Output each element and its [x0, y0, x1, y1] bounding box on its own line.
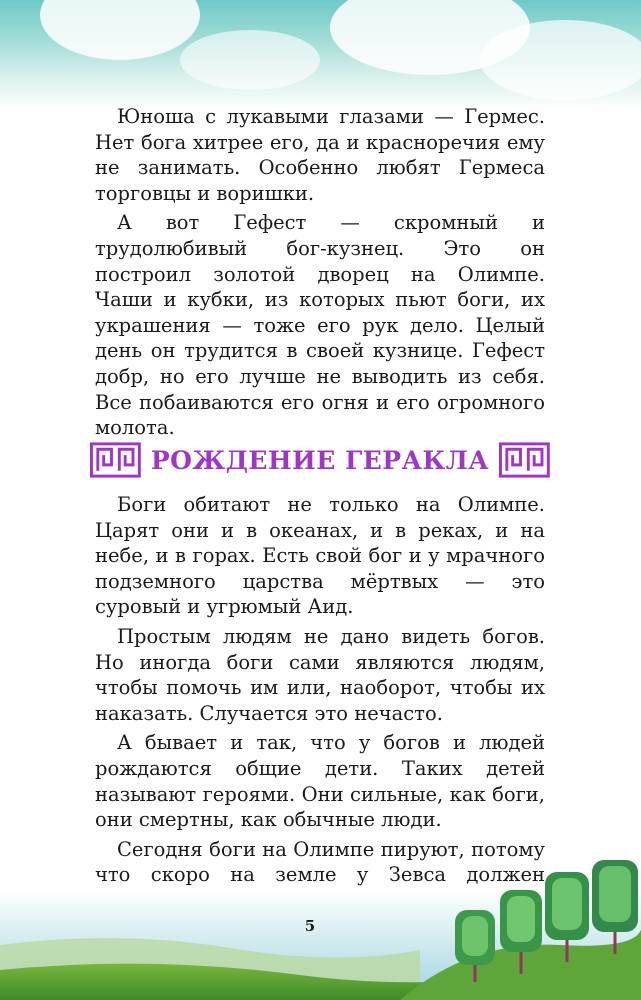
- paragraph: Боги обитают не только на Олимпе. Царят они и в океанах, и в реках, и на небе, и в горах. Есть свой бог и у мрачного подземного царства мёртвых — это суровый и угрюмый Аид.: [95, 493, 545, 619]
- chapter-title: РОЖДЕНИЕ ГЕРАКЛА: [150, 445, 490, 475]
- paragraph: А вот Гефест — скромный и трудолюбивый бог-кузнец. Это он построил золотой дворец на Олимпе. Чаши и кубки, из которых пьют боги, их украшения — тоже его рук дело. Целый день он трудится в своей кузнице. Гефест добр, но его лучше не выводить из себя. Все побаиваются его огня и его огромного молота.: [95, 211, 545, 440]
- cloud: [40, 0, 200, 60]
- paragraph: А бывает и так, что у богов и людей рождаются общие дети. Таких детей называют героями. Они сильные, как боги, они смертны, как обычные люди.: [95, 731, 545, 832]
- sky-illustration: [0, 0, 641, 110]
- greek-meander-icon: [90, 442, 141, 478]
- cloud: [480, 20, 641, 100]
- chapter-heading: [90, 440, 550, 480]
- page-number: 5: [304, 917, 316, 935]
- paragraph: Сегодня боги на Олимпе пируют, потому что скоро на земле у Зевса должен: [95, 837, 545, 887]
- paragraph: Юноша с лукавыми глазами — Гермес. Нет бога хитрее его, да и красноречия ему не занимать. Особенно любят Гермеса торговцы и воришки.: [95, 105, 545, 205]
- text-section-hermes-hephaestus: [95, 104, 545, 445]
- greek-meander-icon: [499, 442, 550, 478]
- paragraph: Простым людям не дано видеть богов. Но иногда боги сами являются людям, чтобы помочь им или, наоборот, чтобы их наказать. Случается это нечасто.: [95, 624, 545, 725]
- cloud: [180, 30, 320, 90]
